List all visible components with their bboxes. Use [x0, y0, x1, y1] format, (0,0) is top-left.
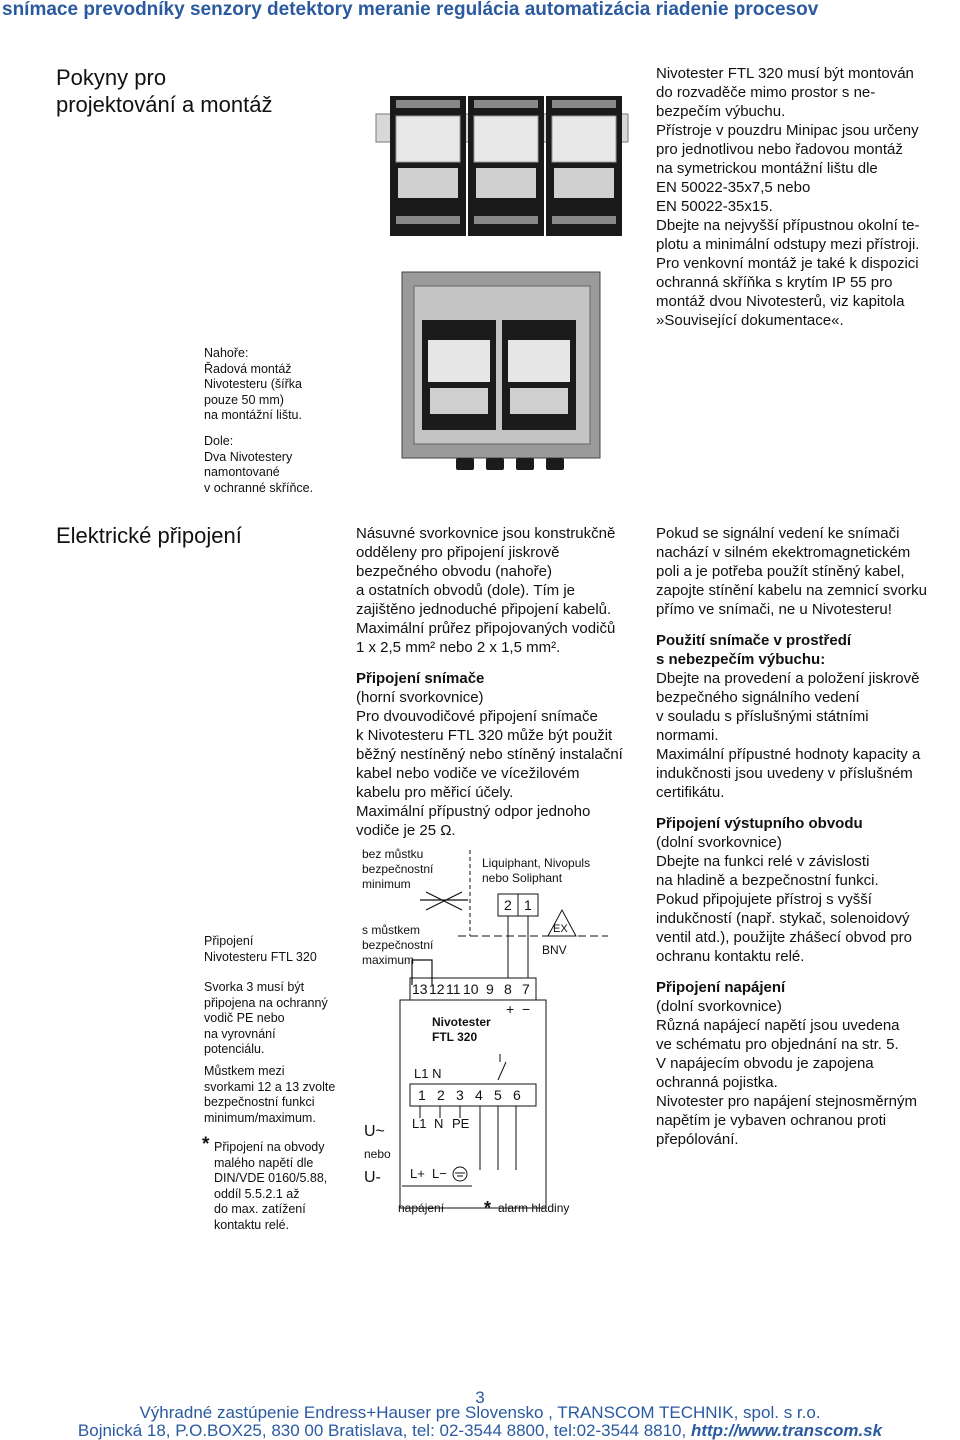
caption-bridge: Můstkem mezi svorkami 12 a 13 zvolte bezpečnostní funkci minimum/maximum.	[204, 1064, 336, 1125]
top-banner: snímace prevodníky senzory detektory meranie regulácia automatizácia riadenie procesov	[2, 0, 819, 20]
svg-text:4: 4	[475, 1087, 483, 1103]
svg-text:10: 10	[463, 981, 479, 997]
sensor-connection-heading: Připojení snímače	[356, 670, 485, 687]
caption-terminal-3: Svorka 3 musí být připojena na ochranný vodič PE nebo na vyrovnání potenciálu.	[204, 980, 328, 1056]
alarm-wires	[480, 1106, 516, 1170]
svg-text:13: 13	[412, 981, 428, 997]
caption-top-photo: Nahoře: Řadová montáž Nivotesteru (šířka pouze 50 mm) na montážní lištu.	[204, 346, 302, 422]
svg-text:8: 8	[504, 981, 512, 997]
svg-text:L1 N: L1 N	[414, 1066, 442, 1081]
svg-text:L−: L−	[432, 1166, 447, 1181]
section-title-mounting: Pokyny pro projektování a montáž	[56, 65, 273, 117]
svg-text:maximum: maximum	[362, 953, 415, 967]
svg-text:12: 12	[429, 981, 445, 997]
ex-zone-heading: Použití snímače v prostředí	[656, 632, 852, 649]
svg-text:11: 11	[446, 981, 461, 997]
relay-contact-icon	[498, 1054, 506, 1080]
svg-text:nebo Soliphant: nebo Soliphant	[482, 871, 563, 885]
svg-text:5: 5	[494, 1087, 502, 1103]
label-with-bridge: s můstkem	[362, 923, 421, 937]
svg-text:PE: PE	[452, 1116, 470, 1131]
footnote-star: *	[202, 1134, 210, 1155]
svg-text:1: 1	[524, 897, 532, 913]
svg-text:2: 2	[504, 897, 512, 913]
svg-text:bezpečnostní: bezpečnostní	[362, 862, 434, 876]
svg-text:L+: L+	[410, 1166, 425, 1181]
output-circuit-heading: Připojení výstupního obvodu	[656, 815, 863, 832]
right-column-text: Pokud se signální vedení ke snímači nachází v silném ekektromagnetickém poli a je potřeba použít stíněný kabel, zapojte stínění kabelu na zemnicí svorku přímo ve snímači, ne u Nivotesteru! Použití snímače v prostředí s nebezpečím výbuchu: Dbejte na provedení a položení jiskrově bezpečného signálního vedení v souladu s příslušnými státními normami. Maximální přípustné hodnoty kapacity a indukčnosti jsou uvedeny v příslušném certifikátu. Připojení výstupního obvodu (dolní svorkovnice) Dbejte na funkci relé v závislosti na hladině a bezpečnostní funkci. Pokud připojujete přístroj s vyšší indukčností (např. stykač, solenoidový ventil atd.), použijte zhášecí obvod pro ochranu kontaktu relé. Připojení napájení (dolní svorkovnice) Různá napájecí napětí jsou uvedena ve schématu pro objednání na str. 5. V napájecím obvodu je zapojena ochranná pojistka. Nivotester pro napájení stejnosměrným napětím je vybaven ochranou proti přepólování.	[656, 525, 927, 1148]
label-sensor: Liquiphant, Nivopuls	[482, 856, 591, 870]
svg-text:3: 3	[456, 1087, 464, 1103]
caption-bottom-photo: Dole: Dva Nivotestery namontované v ochranné skříňce.	[204, 434, 314, 495]
svg-text:+: +	[506, 1001, 515, 1017]
device-name: Nivotester	[432, 1015, 491, 1029]
svg-text:bezpečnostní: bezpečnostní	[362, 938, 434, 952]
svg-text:minimum: minimum	[362, 877, 411, 891]
svg-text:L1: L1	[412, 1116, 427, 1131]
svg-text:9: 9	[486, 981, 494, 997]
terminal-blocks-text: Násuvné svorkovnice jsou konstrukčně odděleny pro připojení jiskrově bezpečného obvodu (nahoře) a ostatních obvodů (dole). Tím je zajištěno jednoduché připojení kabelů. Maximální průřez připojovaných vodičů 1 x 2,5 mm² nebo 2 x 1,5 mm². Připojení snímače (horní svorkovnice) Pro dvouvodičové připojení snímače k Nivotesteru FTL 320 může být použit běžný nestíněný nebo stíněný instalační kabel nebo vodiče ve vícežilovém kabelu pro měřicí účely. Maximální přípustný odpor jednoho vodiče je 25 Ω.	[356, 525, 623, 839]
label-bnv: BNV	[542, 943, 567, 957]
power-supply-heading: Připojení napájení	[656, 979, 786, 996]
dc-symbol: U-	[364, 1169, 381, 1186]
svg-text:nebo: nebo	[364, 1147, 391, 1161]
svg-text:2: 2	[437, 1087, 445, 1103]
page-number: 3	[475, 1388, 485, 1407]
svg-text:1: 1	[418, 1087, 426, 1103]
caption-connection: Připojení Nivotesteru FTL 320	[204, 934, 317, 964]
wiring-diagram	[340, 840, 640, 1230]
section-title-electrical: Elektrické připojení	[56, 523, 242, 548]
svg-text:N: N	[434, 1116, 444, 1131]
svg-text:6: 6	[513, 1087, 521, 1103]
svg-text:EX: EX	[553, 923, 568, 935]
svg-text:FTL 320: FTL 320	[432, 1030, 478, 1044]
svg-text:−: −	[522, 1001, 531, 1017]
mounting-instructions-text: Nivotester FTL 320 musí být montován do rozvaděče mimo prostor s ne- bezpečím výbuchu. Přístroje v pouzdru Minipac jsou určeny pro jednotlivou nebo řadovou montáž na symetrickou montážní lištu dle EN 50022-35x7,5 nebo EN 50022-35x15. Dbejte na nejvyšší přípustnou okolní te- plotu a minimální odstupy mezi přístroji. Pro venkovní montáž je také k dispozici ochranná skříňka s krytím IP 55 pro montáž dvou Nivotesterů, viz kapitola »Související dokumentace«.	[656, 65, 920, 329]
label-no-bridge: bez můstku	[362, 847, 424, 861]
photo-protective-enclosure	[398, 268, 604, 478]
footer-url-link[interactable]: http://www.transcom.sk	[690, 1421, 883, 1440]
caption-low-voltage: * Připojení na obvody malého napětí dle DIN/VDE 0160/5.88, oddíl 5.5.2.1 až do max. zatížení kontaktu relé.	[202, 1134, 328, 1232]
ac-symbol: U~	[364, 1123, 385, 1140]
svg-text:7: 7	[522, 981, 530, 997]
alarm-label: alarm hladiny	[498, 1201, 570, 1215]
photo-din-rail-devices	[368, 56, 638, 240]
footer: Výhradné zastúpenie Endress+Hauser pre Slovensko , TRANSCOM TECHNIK, spol. s r.o. Bojnická 18, P.O.BOX25, 830 00 Bratislava, tel: 02-3544 8800, tel:02-3544 8810, http://www.transcom.sk	[77, 1403, 883, 1440]
svg-text:*: *	[484, 1198, 492, 1218]
ground-icon	[453, 1167, 467, 1181]
supply-label: napájení	[398, 1201, 445, 1215]
